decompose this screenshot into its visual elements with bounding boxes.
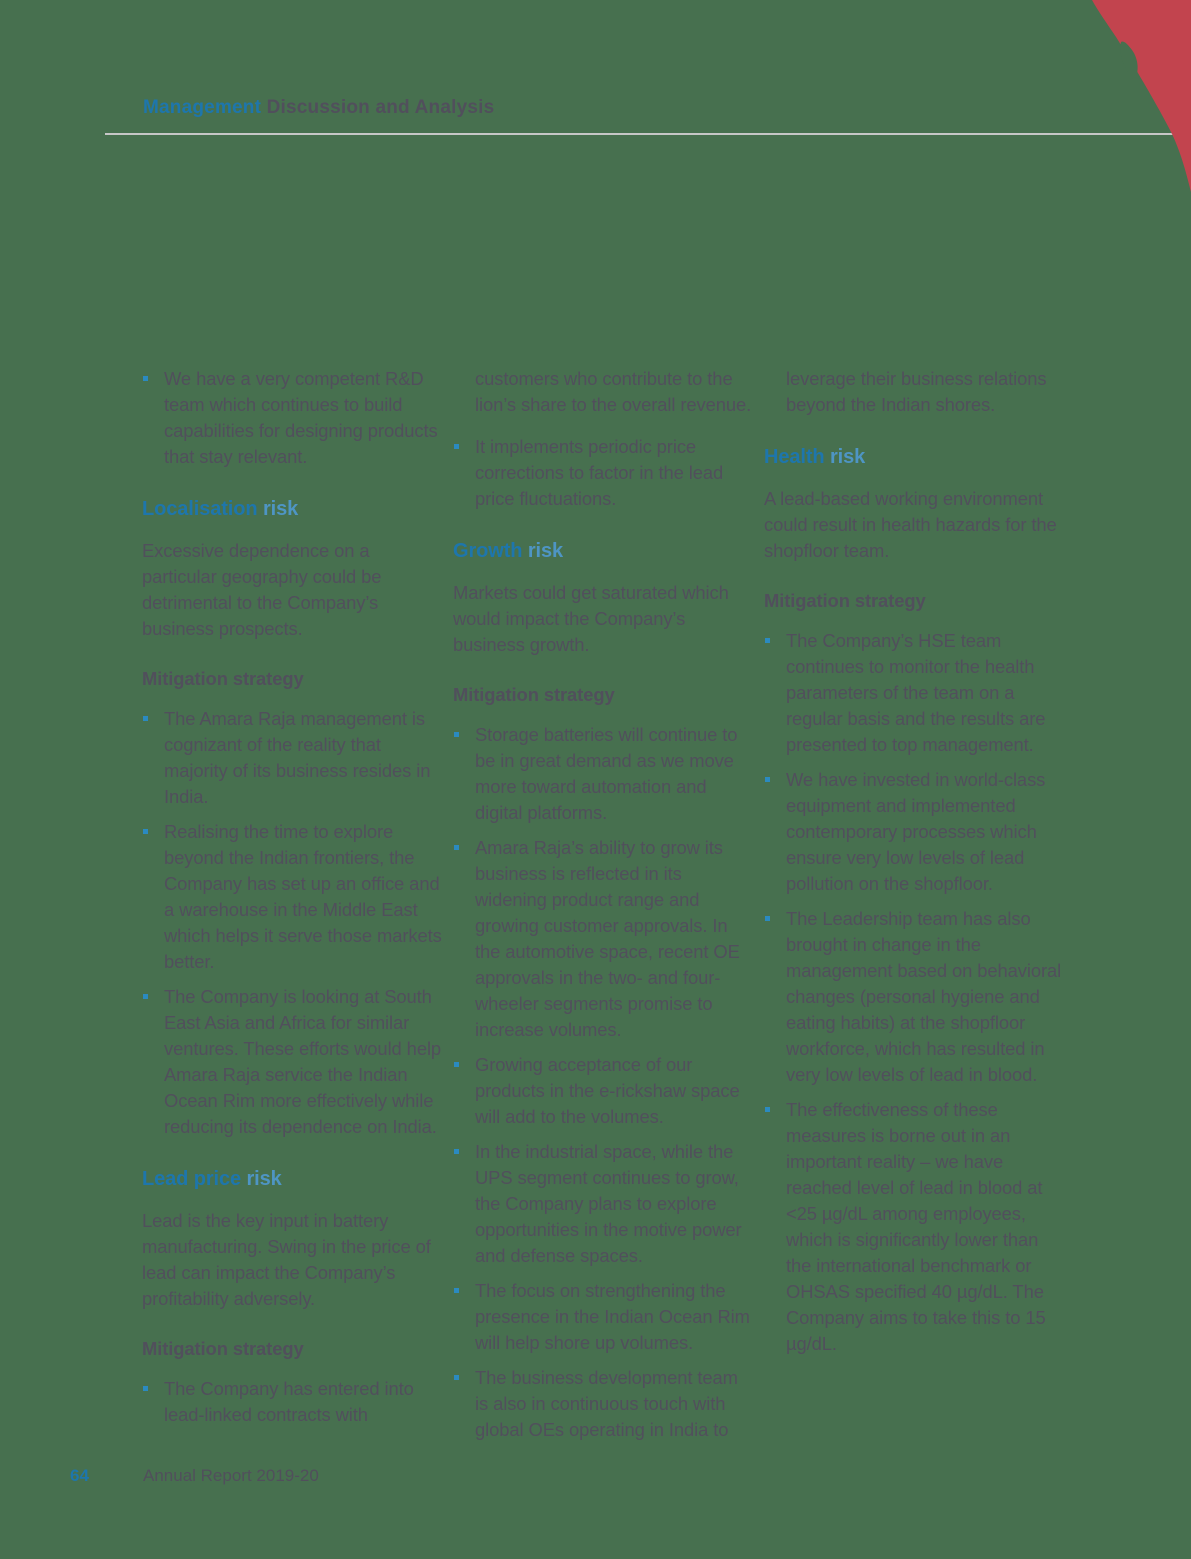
risk-heading-rest: risk bbox=[262, 498, 299, 520]
bullet-square-icon bbox=[143, 716, 148, 721]
bullet-text: The business development team is also in continuous touch with global OEs operating in India to bbox=[475, 1367, 738, 1440]
bullet-list bbox=[142, 706, 442, 1140]
page-title-rest: Discussion and Analysis bbox=[261, 97, 495, 118]
continuation-paragraph: leverage their business relations beyond the Indian shores. bbox=[786, 368, 1047, 415]
bullet-text: The Amara Raja management is cognizant of the reality that majority of its business resides in India. bbox=[164, 708, 431, 807]
mitigation-strategy-subheading: Mitigation strategy bbox=[764, 590, 926, 611]
bullet-text: Storage batteries will continue to be in great demand as we move more toward automation and digital platforms. bbox=[475, 724, 738, 823]
text-column-1 bbox=[142, 366, 442, 1452]
bullet-item bbox=[453, 722, 753, 826]
text-column-2 bbox=[453, 366, 753, 1452]
bullet-square-icon bbox=[143, 829, 148, 834]
mitigation-strategy-subheading: Mitigation strategy bbox=[142, 1338, 304, 1359]
risk-heading-rest: risk bbox=[246, 1168, 282, 1190]
bullet-list bbox=[764, 628, 1064, 1357]
bullet-item bbox=[453, 1278, 753, 1356]
bullet-item bbox=[453, 434, 753, 512]
bullet-text: The Company has entered into lead-linked contracts with bbox=[164, 1378, 414, 1425]
body-paragraph: Lead is the key input in battery manufacturing. Swing in the price of lead can impact the Company’s profitability adversely. bbox=[142, 1210, 431, 1309]
bullet-square-icon bbox=[765, 638, 770, 643]
bullet-item bbox=[764, 767, 1064, 897]
content-columns bbox=[142, 366, 1095, 1452]
bullet-square-icon bbox=[143, 994, 148, 999]
mitigation-strategy-subheading: Mitigation strategy bbox=[142, 668, 304, 689]
bullet-text: Realising the time to explore beyond the Indian frontiers, the Company has set up an office and a warehouse in the Middle East which helps it serve those markets better. bbox=[164, 821, 442, 972]
bullet-text: The Company is looking at South East Asia and Africa for similar ventures. These efforts would help Amara Raja service the Indian Ocean Rim more effectively while reducing its dependence on India. bbox=[164, 986, 442, 1137]
footer-page-number: 64 bbox=[70, 1466, 89, 1485]
bullet-text: It implements periodic price corrections to factor in the lead price fluctuations. bbox=[475, 436, 724, 509]
risk-heading-strong: Health bbox=[764, 446, 830, 468]
body-paragraph: Excessive dependence on a particular geography could be detrimental to the Company’s business prospects. bbox=[142, 540, 382, 639]
risk-heading-strong: Lead price bbox=[142, 1168, 247, 1190]
bullet-list bbox=[142, 366, 442, 470]
bullet-square-icon bbox=[454, 444, 459, 449]
corner-accent-shape bbox=[1090, 0, 1191, 200]
bullet-square-icon bbox=[765, 777, 770, 782]
bullet-item bbox=[453, 1052, 753, 1130]
bullet-square-icon bbox=[454, 1062, 459, 1067]
bullet-square-icon bbox=[143, 1386, 148, 1391]
risk-heading-rest: risk bbox=[527, 540, 564, 562]
page-title-highlight: Management bbox=[143, 97, 262, 118]
continuation-paragraph: customers who contribute to the lion’s share to the overall revenue. bbox=[475, 368, 752, 415]
bullet-item bbox=[764, 1097, 1064, 1357]
bullet-square-icon bbox=[143, 376, 148, 381]
page-title bbox=[143, 97, 494, 119]
bullet-list bbox=[142, 1376, 442, 1428]
bullet-text: Amara Raja’s ability to grow its business is reflected in its widening product range and growing customer approvals. In the automotive space, recent OE approvals in the two- and four-wheeler segments promise to increase volumes. bbox=[475, 837, 740, 1040]
bullet-square-icon bbox=[454, 732, 459, 737]
bullet-text: The Company’s HSE team continues to monitor the health parameters of the team on a regular basis and the results are presented to top management. bbox=[786, 630, 1046, 755]
bullet-list bbox=[453, 434, 753, 512]
header-divider bbox=[105, 133, 1191, 135]
bullet-text: Growing acceptance of our products in the e-rickshaw space will add to the volumes. bbox=[475, 1054, 740, 1127]
bullet-square-icon bbox=[765, 1107, 770, 1112]
bullet-item bbox=[142, 984, 442, 1140]
risk-heading bbox=[764, 444, 1064, 470]
risk-heading bbox=[453, 538, 753, 564]
bullet-square-icon bbox=[454, 1149, 459, 1154]
mitigation-strategy-subheading: Mitigation strategy bbox=[453, 684, 615, 705]
bullet-item bbox=[453, 1139, 753, 1269]
bullet-item bbox=[764, 906, 1064, 1088]
risk-heading bbox=[142, 1166, 442, 1192]
bullet-item bbox=[142, 706, 442, 810]
bullet-item bbox=[142, 1376, 442, 1428]
risk-heading-strong: Growth bbox=[453, 540, 528, 562]
bullet-item bbox=[453, 835, 753, 1043]
bullet-text: The Leadership team has also brought in change in the management based on behavioral changes (personal hygiene and eating habits) at the shopfloor workforce, which has resulted in very low levels of lead in blood. bbox=[786, 908, 1062, 1085]
risk-heading bbox=[142, 496, 442, 522]
bullet-text: The focus on strengthening the presence in the Indian Ocean Rim will help shore up volumes. bbox=[475, 1280, 750, 1353]
bullet-text: We have invested in world-class equipment and implemented contemporary processes which ensure very low levels of lead pollution on the shopfloor. bbox=[786, 769, 1046, 894]
bullet-square-icon bbox=[454, 845, 459, 850]
bullet-item bbox=[142, 819, 442, 975]
bullet-square-icon bbox=[454, 1375, 459, 1380]
text-column-3 bbox=[764, 366, 1064, 1452]
bullet-item bbox=[453, 1365, 753, 1443]
bullet-square-icon bbox=[454, 1288, 459, 1293]
footer-report-label: Annual Report 2019-20 bbox=[143, 1466, 319, 1485]
body-paragraph: A lead-based working environment could result in health hazards for the shopfloor team. bbox=[764, 488, 1057, 561]
bullet-square-icon bbox=[765, 916, 770, 921]
risk-heading-strong: Localisation bbox=[142, 498, 263, 520]
bullet-text: We have a very competent R&D team which continues to build capabilities for designing products that stay relevant. bbox=[164, 368, 438, 467]
body-paragraph: Markets could get saturated which would impact the Company’s business growth. bbox=[453, 582, 729, 655]
bullet-item bbox=[142, 366, 442, 470]
risk-heading-rest: risk bbox=[829, 446, 866, 468]
bullet-list bbox=[453, 722, 753, 1443]
bullet-item bbox=[764, 628, 1064, 758]
bullet-text: In the industrial space, while the UPS segment continues to grow, the Company plans to explore opportunities in the motive power and defense spaces. bbox=[475, 1141, 742, 1266]
bullet-text: The effectiveness of these measures is borne out in an important reality – we have reached level of lead in blood at <25 µg/dL among employees, which is significantly lower than the international benchmark or OHSAS specified 40 µg/dL. The Company aims to take this to 15 µg/dL. bbox=[786, 1099, 1046, 1354]
